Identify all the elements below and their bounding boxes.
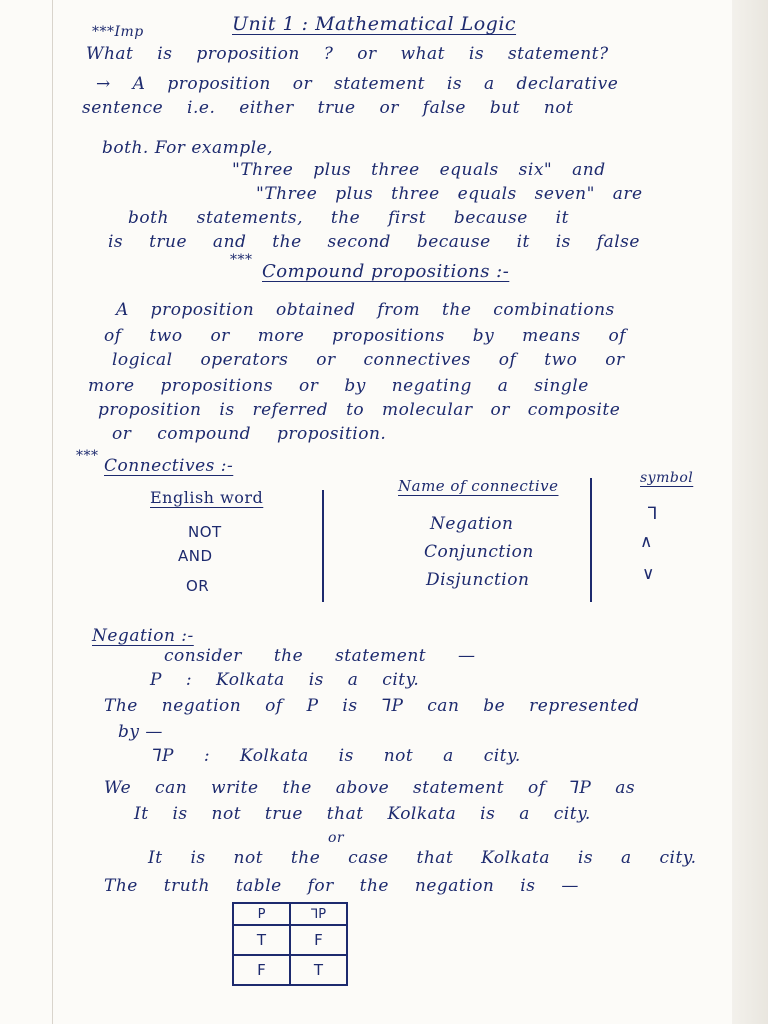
negation-line-8: It is not the case that Kolkata is a city. xyxy=(148,848,697,868)
negation-truth-table xyxy=(232,902,348,986)
compound-line-6: or compound proposition. xyxy=(112,424,387,444)
col-header-english: English word xyxy=(150,488,264,507)
col-header-name: Name of connective xyxy=(398,477,559,495)
negation-line-5: ⅂P : Kolkata is not a city. xyxy=(152,746,521,766)
compound-stars: *** xyxy=(230,252,253,268)
table-divider-2 xyxy=(590,478,592,602)
margin-line xyxy=(52,0,53,1024)
negation-line-7: It is not true that Kolkata is a city. xyxy=(134,804,591,824)
truth-table-header-not-p: ⅂P xyxy=(290,903,347,925)
negation-or: or xyxy=(328,830,345,846)
row-english-not: NOT xyxy=(188,523,222,541)
table-divider-1 xyxy=(322,490,324,602)
row-name-negation: Negation xyxy=(430,514,514,534)
row-name-conjunction: Conjunction xyxy=(424,542,534,562)
table-row xyxy=(233,925,347,955)
example-line-1: "Three plus three equals six" and xyxy=(232,160,606,180)
row-name-disjunction: Disjunction xyxy=(426,570,530,590)
negation-line-9: The truth table for the negation is — xyxy=(104,876,579,896)
negation-heading: Negation :- xyxy=(92,626,194,646)
row-english-or: OR xyxy=(186,577,210,595)
negation-line-4: by — xyxy=(118,722,163,742)
compound-line-1: A proposition obtained from the combinations xyxy=(116,300,615,320)
page-title: Unit 1 : Mathematical Logic xyxy=(232,13,517,35)
example-line-2: "Three plus three equals seven" are xyxy=(256,184,643,204)
truth-cell: F xyxy=(233,955,290,985)
row-symbol-and: ∧ xyxy=(640,532,653,552)
truth-cell: T xyxy=(290,955,347,985)
truth-table-header-p: P xyxy=(233,903,290,925)
compound-line-3: logical operators or connectives of two or xyxy=(112,350,625,370)
compound-line-4: more propositions or by negating a single xyxy=(88,376,589,396)
definition-line-3: both. For example, xyxy=(102,138,274,158)
truth-table-header-row xyxy=(233,903,347,925)
col-header-symbol: symbol xyxy=(640,470,694,486)
row-english-and: AND xyxy=(178,547,213,565)
negation-line-3: The negation of P is ⅂P can be represented xyxy=(104,696,640,716)
negation-line-6: We can write the above statement of ⅂P as xyxy=(104,778,636,798)
page-edge xyxy=(732,0,768,1024)
truth-cell: T xyxy=(233,925,290,955)
connectives-heading: Connectives :- xyxy=(104,456,234,476)
definition-line-2: sentence i.e. either true or false but not xyxy=(82,98,574,118)
definition-line-1: → A proposition or statement is a declarative xyxy=(96,74,619,94)
connectives-stars: *** xyxy=(76,448,99,464)
compound-heading: Compound propositions :- xyxy=(262,261,510,282)
row-symbol-or: ∨ xyxy=(642,564,655,584)
row-symbol-not: ⅂ xyxy=(648,504,658,524)
negation-line-1: consider the statement — xyxy=(164,646,476,666)
truth-cell: F xyxy=(290,925,347,955)
star-mark: ***Imp xyxy=(92,24,144,40)
table-row xyxy=(233,955,347,985)
question-line: What is proposition ? or what is statement? xyxy=(86,44,609,64)
compound-line-5: proposition is referred to molecular or composite xyxy=(98,400,621,420)
example-line-3: both statements, the first because it xyxy=(128,208,569,228)
negation-line-2: P : Kolkata is a city. xyxy=(150,670,420,690)
compound-line-2: of two or more propositions by means of xyxy=(104,326,627,346)
example-line-4: is true and the second because it is false xyxy=(108,232,640,252)
